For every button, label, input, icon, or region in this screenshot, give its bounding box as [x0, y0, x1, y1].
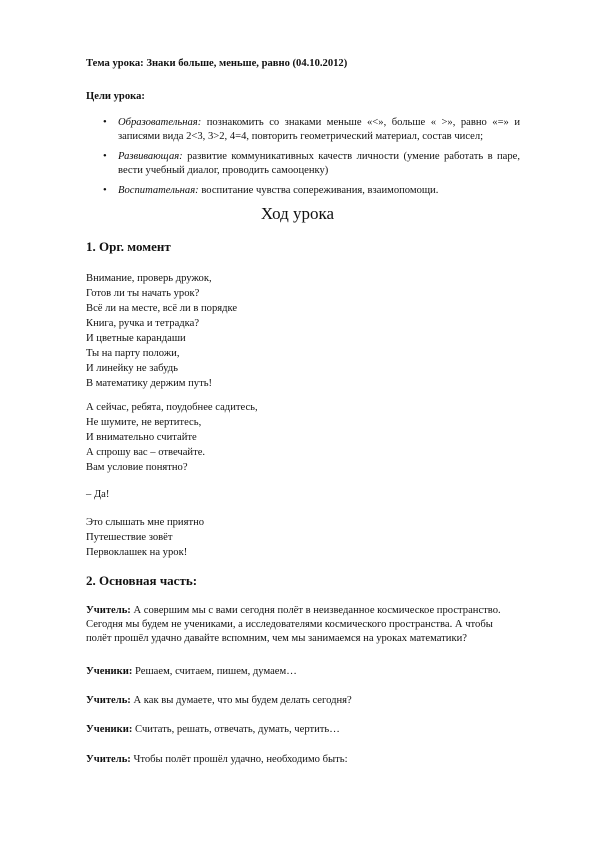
speaker-label: Ученики: [86, 724, 133, 735]
goal-label: Воспитательная: [118, 185, 199, 196]
dialogue-line: А как вы думаете, что мы будем делать сегодня? [130, 695, 352, 706]
dialogue-line: Считать, решать, отвечать, думать, чертить… [132, 724, 340, 735]
poem-line: Не шумите, не вертитесь, [86, 417, 202, 428]
dialogue-turn [86, 604, 512, 646]
section-heading-main: 2. Основная часть: [86, 573, 198, 588]
goal-text: познакомить со знаками меньше «<», больше « >», равно «=» и записями вида 2<3, 3>2, 4=4, повторить геометрический материал, состав чисел; [118, 117, 520, 142]
poem-line: Готов ли ты начать урок? [86, 288, 200, 299]
dialogue-turn [86, 753, 512, 767]
goal-label: Развивающая: [118, 151, 183, 162]
poem-stanza-2 [86, 401, 258, 476]
dialogue-turn [86, 723, 512, 737]
lesson-heading: Ход урока [260, 204, 335, 223]
poem-answer [86, 488, 109, 503]
speaker-label: Учитель: [86, 605, 131, 616]
poem-line: Первоклашек на урок! [86, 547, 188, 558]
poem-line: Книга, ручка и тетрадка? [86, 318, 200, 329]
poem-line: И внимательно считайте [86, 432, 197, 443]
poem-line: Ты на парту положи, [86, 348, 180, 359]
goals-label: Цели урока: [86, 91, 145, 102]
dialogue-line: Решаем, считаем, пишем, думаем… [132, 666, 297, 677]
goal-item [100, 116, 520, 144]
speaker-label: Учитель: [86, 754, 131, 765]
poem-line: А спрошу вас – отвечайте. [86, 447, 206, 458]
speaker-label: Ученики: [86, 666, 133, 677]
dialogue-turn [86, 694, 512, 708]
goal-text: воспитание чувства сопереживания, взаимопомощи. [198, 185, 439, 196]
poem-stanza-1 [86, 272, 237, 392]
goals-list [100, 116, 520, 204]
goal-text: развитие коммуникативных качеств личности (умение работать в паре, вести учебный диалог, проводить самооценку) [118, 151, 520, 176]
lesson-title: Тема урока: Знаки больше, меньше, равно (04.10.2012) [86, 58, 348, 69]
section-heading-org: 1. Орг. момент [86, 239, 171, 254]
poem-line: Это слышать мне приятно [86, 517, 205, 528]
dialogue-line: Сегодня мы будем не учениками, а исследователями космического пространства. А чтобы [86, 619, 493, 630]
dialogue-turn [86, 665, 512, 679]
poem-line: И цветные карандаши [86, 333, 186, 344]
speaker-label: Учитель: [86, 695, 131, 706]
dialogue-line: А совершим мы с вами сегодня полёт в неизведанное космическое пространство. [130, 605, 501, 616]
poem-line: – Да! [86, 489, 110, 500]
poem-line: Вам условие понятно? [86, 462, 188, 473]
poem-line: Всё ли на месте, всё ли в порядке [86, 303, 238, 314]
poem-line: В математику держим путь! [86, 378, 213, 389]
poem-line: Путешествие зовёт [86, 532, 173, 543]
goal-label: Образовательная: [118, 117, 202, 128]
goal-item [100, 184, 520, 198]
poem-line: Внимание, проверь дружок, [86, 273, 212, 284]
dialogue-line: Чтобы полёт прошёл удачно, необходимо быть: [130, 754, 348, 765]
poem-line: И линейку не забудь [86, 363, 178, 374]
dialogue-line: полёт прошёл удачно давайте вспомним, чем мы занимаемся на уроках математики? [86, 633, 467, 644]
poem-stanza-3 [86, 516, 204, 561]
goal-item [100, 150, 520, 178]
poem-line: А сейчас, ребята, поудобнее садитесь, [86, 402, 258, 413]
